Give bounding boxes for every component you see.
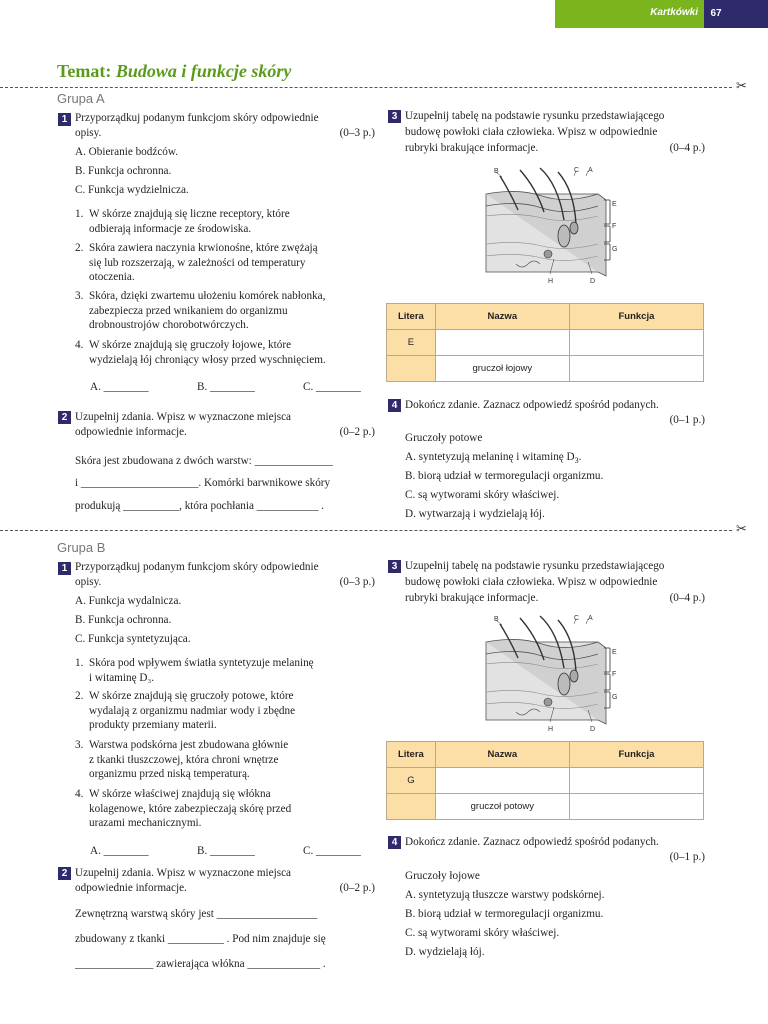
diagram-label: A (588, 167, 593, 174)
question-text: Uzupełnij zdania. Wpisz w wyznaczone miejsca (75, 867, 291, 879)
answer-option[interactable]: B. biorą udział w termoregulacji organizmu. (405, 470, 604, 482)
diagram-label: C (574, 615, 580, 622)
table-cell-input[interactable] (569, 356, 703, 382)
answer-option[interactable]: C. są wytworami skóry właściwej. (405, 927, 560, 939)
item-text: W skórze znajdują się liczne receptory, które odbierają informacje ze środowiska. (89, 208, 290, 235)
points: (0–2 p.) (339, 882, 375, 894)
fill-in-line[interactable]: Skóra jest zbudowana z dwóch warstw: ______________ (75, 455, 333, 467)
table-cell-input[interactable] (569, 794, 703, 820)
item-number: 1. (75, 657, 84, 669)
item-number: 3. (75, 739, 84, 751)
question-number: 1 (58, 562, 71, 575)
answer-option-text: A. syntetyzują melaninę i witaminę D (405, 451, 575, 463)
page-title (57, 61, 291, 82)
item-text: W skórze znajdują się gruczoły łojowe, które wydzielają łój chroniący włosy przed wyschnięciem. (89, 339, 326, 366)
answer-blank[interactable]: C. ________ (303, 845, 361, 857)
page-number: 67 (710, 8, 722, 19)
answer-option[interactable]: D. wytwarzają i wydzielają łój. (405, 508, 545, 520)
answer-blank[interactable]: B. ________ (197, 845, 255, 857)
subscript: 3 (574, 456, 579, 466)
fill-in-line[interactable]: i _____________________. Komórki barwnikowe skóry (75, 477, 331, 489)
points: (0–1 p.) (669, 414, 705, 426)
table-header: Nazwa (435, 742, 569, 768)
option: B. Funkcja ochronna. (75, 614, 172, 626)
cut-line-middle (0, 530, 732, 531)
diagram-label: A (588, 615, 593, 622)
diagram-label: C (574, 167, 580, 174)
question-stem: Gruczoły potowe (405, 432, 483, 444)
skin-diagram (478, 612, 628, 736)
question-text: Uzupełnij zdania. Wpisz w wyznaczone miejsca (75, 411, 291, 423)
table-header: Litera (387, 742, 436, 768)
fill-in-line[interactable]: produkują __________, która pochłania ___________ . (75, 500, 324, 512)
answer-blank[interactable]: B. ________ (197, 381, 255, 393)
topic-prefix: Temat: (57, 61, 112, 81)
question-text: rubryki brakujące informacje. (405, 142, 539, 154)
answer-table (386, 741, 704, 820)
item-text: Skóra pod wpływem światła syntetyzuje melaninę i witaminę D₃. (89, 657, 314, 684)
fill-in-line[interactable]: ______________ zawierająca włókna _____________ . (75, 958, 326, 970)
item-number: 4. (75, 339, 84, 351)
scissors-icon: ✂ (736, 521, 747, 536)
answer-blank[interactable]: A. ________ (90, 845, 149, 857)
answer-blank[interactable]: C. ________ (303, 381, 361, 393)
item-text: W skórze znajdują się gruczoły potowe, które wydalają z organizmu nadmiar wody i zbędne produkty przemiany materii. (89, 690, 296, 731)
scissors-icon: ✂ (736, 78, 747, 93)
diagram-label: G (612, 694, 618, 701)
question-text: Przyporządkuj podanym funkcjom skóry odpowiednie (75, 561, 319, 573)
option: A. Funkcja wydalnicza. (75, 595, 182, 607)
table-cell: G (387, 768, 436, 794)
diagram-label: H (548, 278, 554, 285)
diagram-label: F (612, 671, 617, 678)
question-text: Dokończ zdanie. Zaznacz odpowiedź spośród podanych. (405, 836, 659, 848)
item-number: 4. (75, 788, 84, 800)
question-text: Dokończ zdanie. Zaznacz odpowiedź spośród podanych. (405, 399, 659, 411)
diagram-label: E (612, 201, 617, 208)
answer-option[interactable]: A. syntetyzują tłuszcze warstwy podskórnej. (405, 889, 605, 901)
question-text: Uzupełnij tabelę na podstawie rysunku przedstawiającego (405, 560, 665, 572)
table-cell-input[interactable] (387, 794, 436, 820)
table-cell-input[interactable] (569, 330, 703, 356)
punctuation: . (578, 451, 582, 463)
item-text: Skóra zawiera naczynia krwionośne, które zwężają się lub rozszerzają, w zależności od temperatury otoczenia. (89, 242, 318, 283)
question-text: odpowiednie informacje. (75, 882, 187, 894)
table-cell-input[interactable] (569, 768, 703, 794)
question-text: Przyporządkuj podanym funkcjom skóry odpowiednie (75, 112, 319, 124)
option: C. Funkcja wydzielnicza. (75, 184, 189, 196)
answer-table (386, 303, 704, 382)
fill-in-line[interactable]: zbudowany z tkanki __________ . Pod nim znajduje się (75, 933, 326, 945)
question-text: Uzupełnij tabelę na podstawie rysunku przedstawiającego (405, 110, 665, 122)
header-section-label: Kartkówki (650, 7, 698, 18)
points: (0–1 p.) (669, 851, 705, 863)
question-number: 2 (58, 411, 71, 424)
question-number: 2 (58, 867, 71, 880)
points: (0–3 p.) (339, 576, 375, 588)
table-cell-input[interactable] (435, 330, 569, 356)
question-text: budowę powłoki ciała człowieka. Wpisz w odpowiednie (405, 576, 658, 588)
points: (0–2 p.) (339, 426, 375, 438)
item-number: 3. (75, 290, 84, 302)
skin-diagram (478, 164, 628, 288)
question-text: budowę powłoki ciała człowieka. Wpisz w odpowiednie (405, 126, 658, 138)
question-number: 3 (388, 560, 401, 573)
question-number: 4 (388, 399, 401, 412)
group-a-label: Grupa A (57, 91, 105, 106)
item-text: Warstwa podskórna jest zbudowana głównie z tkanki tłuszczowej, która chroni wnętrze organizmu przed niską temperaturą. (89, 739, 289, 780)
answer-option[interactable]: C. są wytworami skóry właściwej. (405, 489, 560, 501)
table-cell-input[interactable] (435, 768, 569, 794)
diagram-label: D (590, 726, 596, 733)
question-text: opisy. (75, 127, 102, 139)
table-header: Funkcja (569, 742, 703, 768)
question-number: 1 (58, 113, 71, 126)
item-text: W skórze właściwej znajdują się włókna kolagenowe, które zabezpieczają skórę przed urazami mechanicznymi. (89, 788, 292, 829)
table-cell: gruczoł potowy (435, 794, 569, 820)
item-number: 1. (75, 208, 84, 220)
table-cell-input[interactable] (387, 356, 436, 382)
topic-title: Budowa i funkcje skóry (115, 61, 292, 81)
cut-line-top (0, 87, 732, 88)
question-text: odpowiednie informacje. (75, 426, 187, 438)
item-text: Skóra, dzięki zwartemu ułożeniu komórek nabłonka, zabezpiecza przed wnikaniem do organizmu drobnoustrojów chorobotwórczych. (89, 290, 326, 331)
option: C. Funkcja syntetyzująca. (75, 633, 191, 645)
diagram-label: B (494, 168, 499, 175)
answer-option[interactable]: B. biorą udział w termoregulacji organizmu. (405, 908, 604, 920)
points: (0–3 p.) (339, 127, 375, 139)
table-cell: E (387, 330, 436, 356)
fill-in-line[interactable]: Zewnętrzną warstwą skóry jest __________________ (75, 908, 318, 920)
diagram-label: G (612, 246, 618, 253)
option: A. Obieranie bodźców. (75, 146, 179, 158)
diagram-label: H (548, 726, 554, 733)
table-header: Funkcja (569, 304, 703, 330)
table-cell: gruczoł łojowy (435, 356, 569, 382)
table-header: Litera (387, 304, 436, 330)
option: B. Funkcja ochronna. (75, 165, 172, 177)
question-text: rubryki brakujące informacje. (405, 592, 539, 604)
points: (0–4 p.) (669, 142, 705, 154)
answer-option[interactable] (405, 451, 581, 465)
question-text: opisy. (75, 576, 102, 588)
points: (0–4 p.) (669, 592, 705, 604)
group-b-label: Grupa B (57, 540, 106, 555)
answer-option[interactable]: D. wydzielają łój. (405, 946, 485, 958)
diagram-label: F (612, 223, 617, 230)
question-stem: Gruczoły łojowe (405, 870, 480, 882)
question-number: 4 (388, 836, 401, 849)
item-number: 2. (75, 242, 84, 254)
table-header: Nazwa (435, 304, 569, 330)
question-number: 3 (388, 110, 401, 123)
diagram-label: E (612, 649, 617, 656)
diagram-label: D (590, 278, 596, 285)
diagram-label: B (494, 616, 499, 623)
answer-blank[interactable]: A. ________ (90, 381, 149, 393)
item-number: 2. (75, 690, 84, 702)
